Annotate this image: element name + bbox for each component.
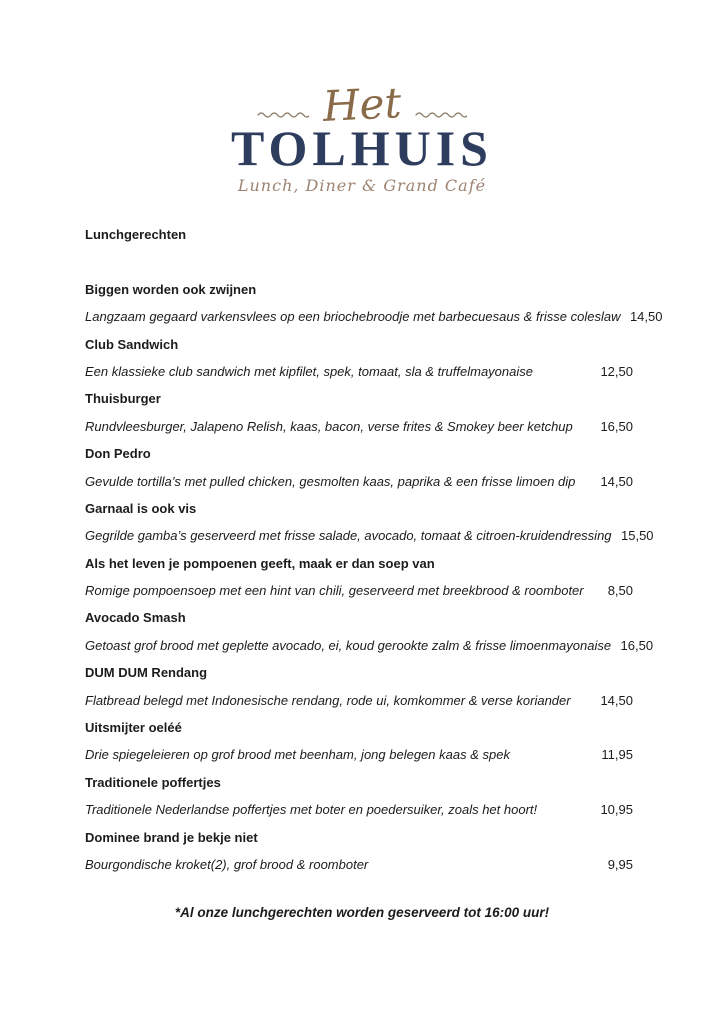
menu-item-line [85, 522, 654, 549]
menu-item-title: Thuisburger [85, 391, 161, 407]
menu-item-description: Drie spiegeleieren op grof brood met beenham, jong belegen kaas & spek [85, 747, 510, 763]
menu-item-price: 9,95 [607, 856, 633, 872]
wave-flourish-left-icon [257, 110, 309, 118]
menu-item-price: 14,50 [600, 692, 633, 708]
menu-item-title: Dominee brand je bekje niet [85, 829, 258, 845]
menu-item-title: Club Sandwich [85, 336, 179, 352]
menu-item-title: Garnaal is ook vis [85, 500, 197, 516]
menu-item-description: Bourgondische kroket(2), grof brood & roomboter [85, 856, 369, 872]
menu-item [85, 604, 654, 659]
menu-item [85, 550, 633, 605]
menu-footnote: *Al onze lunchgerechten worden geserveerd tot 16:00 uur! [174, 905, 550, 920]
menu-item [85, 495, 654, 550]
menu-item [85, 440, 633, 495]
menu-item-line [85, 468, 633, 495]
restaurant-tagline: Lunch, Diner & Grand Café [237, 176, 487, 195]
menu-item-description: Getoast grof brood met geplette avocado, ei, koud gerookte zalm & frisse limoenmayonaise [85, 637, 612, 653]
logo-script-word: Het [321, 77, 403, 132]
menu-item-price: 10,95 [600, 802, 633, 818]
menu-item [85, 824, 633, 879]
menu-item-description: Een klassieke club sandwich met kipfilet, spek, tomaat, sla & truffelmayonaise [85, 363, 533, 379]
menu-item-description: Langzaam gegaard varkensvlees op een briochebroodje met barbecuesaus & frisse coleslaw [85, 309, 621, 325]
menu-item [85, 659, 633, 714]
section-title: Lunchgerechten [85, 227, 187, 242]
wave-flourish-right-icon [415, 110, 467, 118]
menu-item-line [85, 796, 633, 823]
menu-item-price: 12,50 [600, 363, 633, 379]
menu-list [85, 276, 663, 879]
menu-item [85, 714, 633, 769]
menu-item-price: 16,50 [600, 418, 633, 434]
menu-item-line [85, 687, 633, 714]
menu-item-title: Als het leven je pompoenen geeft, maak er dan soep van [85, 555, 435, 571]
menu-item-title: Don Pedro [85, 446, 151, 462]
menu-item-line [85, 632, 654, 659]
menu-item-title: Biggen worden ook zwijnen [85, 281, 257, 297]
menu-item-line [85, 577, 633, 604]
menu-content [85, 221, 663, 878]
menu-item-description: Flatbread belegd met Indonesische rendang, rode ui, komkommer & verse koriander [85, 692, 571, 708]
menu-item-line [85, 303, 663, 330]
menu-item-price: 14,50 [600, 473, 633, 489]
menu-item-line [85, 358, 633, 385]
menu-item-price: 8,50 [607, 583, 633, 599]
menu-item-title: Uitsmijter oeléé [85, 720, 182, 736]
restaurant-logo [0, 70, 724, 195]
menu-item-price: 15,50 [621, 528, 654, 544]
menu-item-line [85, 851, 633, 878]
menu-item-description: Rundvleesburger, Jalapeno Relish, kaas, bacon, verse frites & Smokey beer ketchup [85, 418, 573, 434]
menu-item-title: DUM DUM Rendang [85, 665, 208, 681]
menu-item [85, 276, 663, 331]
menu-item-line [85, 741, 633, 768]
menu-item [85, 385, 633, 440]
menu-item [85, 769, 633, 824]
menu-item-price: 11,95 [601, 747, 633, 763]
menu-item-title: Avocado Smash [85, 610, 186, 626]
menu-item-description: Romige pompoensoep met een hint van chili, geserveerd met breekbrood & roomboter [85, 583, 584, 599]
menu-item [85, 331, 633, 386]
menu-item-line [85, 413, 633, 440]
menu-item-title: Traditionele poffertjes [85, 774, 221, 790]
menu-item-description: Gegrilde gamba’s geserveerd met frisse salade, avocado, tomaat & citroen-kruidendressing [85, 528, 612, 544]
menu-item-price: 14,50 [629, 309, 663, 325]
restaurant-name: TOLHUIS [231, 120, 493, 176]
menu-item-description: Traditionele Nederlandse poffertjes met boter en poedersuiker, zoals het hoort! [85, 802, 538, 818]
menu-item-description: Gevulde tortilla’s met pulled chicken, gesmolten kaas, paprika & een frisse limoen dip [85, 473, 576, 489]
menu-item-price: 16,50 [620, 637, 654, 653]
